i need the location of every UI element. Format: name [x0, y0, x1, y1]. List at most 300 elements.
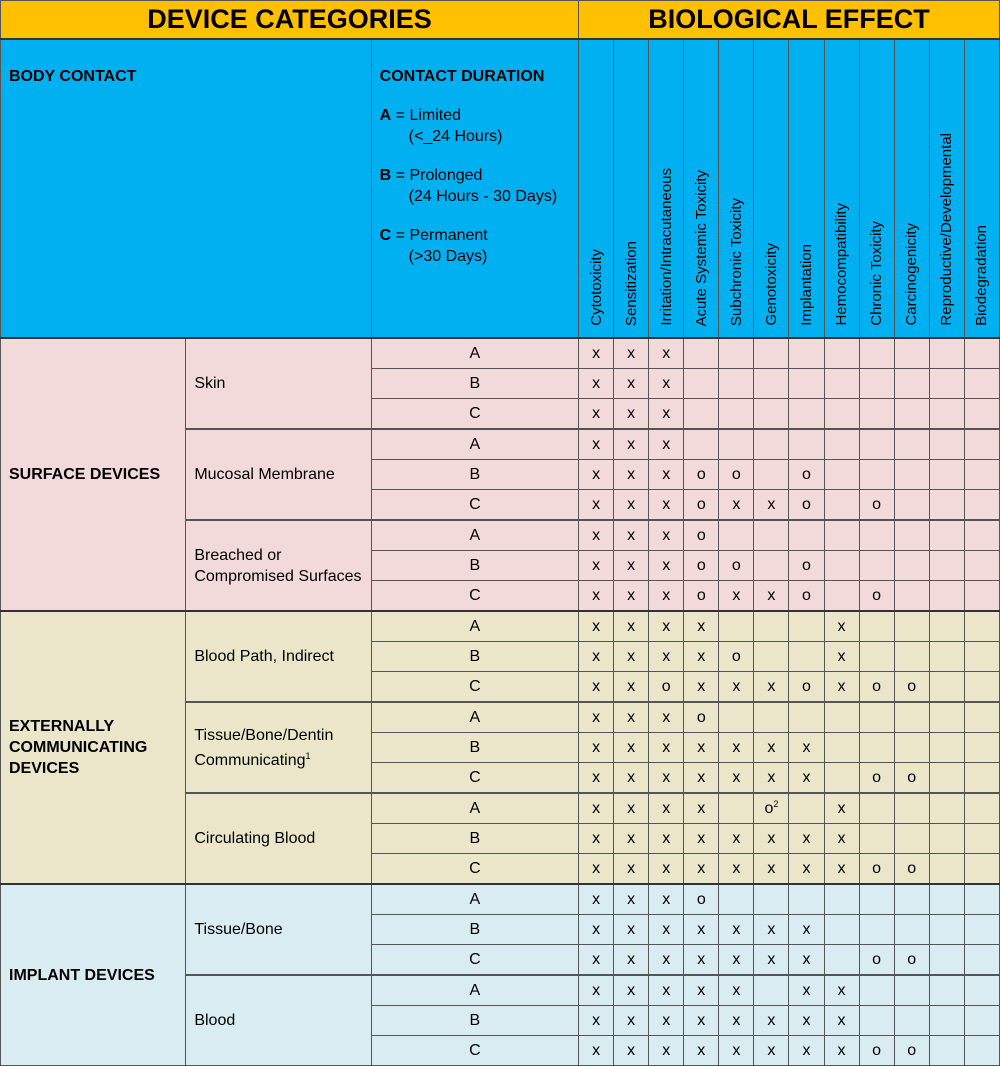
- effect-label: Genotoxicity: [762, 243, 780, 326]
- effect-cell: [859, 520, 894, 551]
- duration-key: A: [379, 107, 392, 124]
- effect-cell: [894, 702, 929, 733]
- effect-mark: x: [767, 920, 776, 938]
- effect-cell: [964, 1036, 999, 1066]
- effect-cell: [929, 611, 964, 642]
- duration-cell: C: [371, 763, 578, 794]
- duration-cell: A: [371, 975, 578, 1006]
- effect-mark: x: [697, 981, 706, 999]
- effect-cell: [824, 369, 859, 399]
- effect-mark: o: [696, 556, 706, 574]
- effect-mark: x: [592, 647, 601, 665]
- effect-cell: [894, 733, 929, 763]
- effect-cell: [859, 642, 894, 672]
- effect-mark: x: [627, 526, 636, 544]
- effect-mark: x: [732, 677, 741, 695]
- effect-cell: [929, 581, 964, 612]
- effect-cell: [894, 854, 929, 885]
- effect-cell: [719, 520, 754, 551]
- effect-mark: x: [732, 586, 741, 604]
- effect-cell: [859, 824, 894, 854]
- effect-mark: x: [627, 829, 636, 847]
- effect-cell: [964, 854, 999, 885]
- effect-mark: x: [802, 768, 811, 786]
- effect-cell: [894, 520, 929, 551]
- duration-cell: A: [371, 338, 578, 369]
- effect-cell: [824, 975, 859, 1006]
- effect-mark: o: [872, 950, 882, 968]
- effect-cell: [614, 793, 649, 824]
- effect-cell: [824, 1036, 859, 1066]
- effect-cell: [964, 975, 999, 1006]
- effect-cell: [614, 975, 649, 1006]
- effect-mark: x: [662, 890, 671, 908]
- effect-cell: [579, 399, 614, 430]
- effect-cell: [894, 551, 929, 581]
- effect-cell: [684, 1006, 719, 1036]
- effect-cell: [614, 520, 649, 551]
- effect-cell: [824, 915, 859, 945]
- effect-label: Sensitization: [622, 240, 640, 326]
- effect-cell: [789, 490, 824, 521]
- effect-cell: [859, 399, 894, 430]
- effect-mark: x: [837, 647, 846, 665]
- effect-mark: x: [627, 374, 636, 392]
- contact-duration-title: CONTACT DURATION: [379, 68, 545, 85]
- duration-a-line: [380, 105, 578, 126]
- effect-mark: x: [662, 1011, 671, 1029]
- effect-cell: [684, 642, 719, 672]
- effect-cell: [684, 793, 719, 824]
- effect-mark: x: [837, 981, 846, 999]
- effect-cell: [789, 763, 824, 794]
- effect-cell: [614, 702, 649, 733]
- effect-cell: [649, 338, 684, 369]
- duration-cell: B: [371, 551, 578, 581]
- effect-cell: [754, 1036, 789, 1066]
- effect-cell: [684, 824, 719, 854]
- effect-mark: x: [697, 920, 706, 938]
- duration-sub: (>30 Days): [408, 248, 488, 265]
- effect-cell: [894, 581, 929, 612]
- contact-duration-legend: [371, 39, 578, 338]
- effect-mark: x: [592, 677, 601, 695]
- effect-cell: [614, 490, 649, 521]
- effect-cell: [719, 672, 754, 703]
- effect-cell: [754, 915, 789, 945]
- effect-cell: [614, 581, 649, 612]
- contact-type-text: Mucosal Membrane: [194, 466, 335, 483]
- effect-cell: [649, 551, 684, 581]
- effect-cell: [684, 460, 719, 490]
- effect-cell: [894, 338, 929, 369]
- effect-cell: [719, 1036, 754, 1066]
- effect-cell: [719, 702, 754, 733]
- effect-mark: x: [732, 768, 741, 786]
- effect-cell: [719, 551, 754, 581]
- effect-cell: [649, 490, 684, 521]
- effect-cell: [579, 702, 614, 733]
- effect-mark: x: [662, 708, 671, 726]
- effect-cell: [894, 460, 929, 490]
- contact-type-label: [186, 884, 371, 975]
- effect-cell: [929, 551, 964, 581]
- effect-cell: [719, 945, 754, 976]
- effect-mark: o: [872, 859, 882, 877]
- effect-cell: [964, 945, 999, 976]
- effect-cell: [789, 884, 824, 915]
- effect-mark: x: [697, 677, 706, 695]
- effect-mark: x: [697, 647, 706, 665]
- effect-mark: x: [802, 981, 811, 999]
- effect-label: Irritation/Intracutaneous: [657, 168, 675, 326]
- effect-mark: x: [662, 374, 671, 392]
- effect-cell: [754, 824, 789, 854]
- contact-type-label: [186, 520, 371, 611]
- effect-mark: x: [767, 768, 776, 786]
- effect-cell: [649, 733, 684, 763]
- contact-type-text: Tissue/Bone/Dentin Communicating: [194, 726, 334, 769]
- effect-mark: o: [907, 677, 917, 695]
- effect-cell: [649, 915, 684, 945]
- effect-mark: x: [662, 344, 671, 362]
- effect-mark: x: [837, 617, 846, 635]
- effect-cell: [649, 884, 684, 915]
- contact-type-label: [186, 338, 371, 429]
- effect-mark: x: [837, 859, 846, 877]
- duration-label: = Permanent: [395, 227, 488, 244]
- table-row: [1, 338, 1000, 369]
- effect-mark: o: [907, 768, 917, 786]
- effect-mark: x: [697, 799, 706, 817]
- effect-mark: o: [907, 1041, 917, 1059]
- effect-cell: [754, 611, 789, 642]
- effect-cell: [579, 551, 614, 581]
- effect-header: [789, 39, 824, 338]
- effect-mark: x: [592, 920, 601, 938]
- effect-header: [824, 39, 859, 338]
- effect-cell: [684, 915, 719, 945]
- effect-mark: x: [767, 829, 776, 847]
- effect-cell: [789, 338, 824, 369]
- effect-mark: x: [627, 950, 636, 968]
- effect-cell: [719, 338, 754, 369]
- effect-cell: [649, 399, 684, 430]
- effect-cell: [579, 460, 614, 490]
- effect-cell: [579, 429, 614, 460]
- effect-mark: x: [732, 1011, 741, 1029]
- effect-cell: [894, 793, 929, 824]
- effect-cell: [614, 1036, 649, 1066]
- effect-mark: x: [662, 586, 671, 604]
- effect-mark: o: [661, 677, 671, 695]
- effect-cell: [789, 945, 824, 976]
- effect-cell: [649, 763, 684, 794]
- effect-mark: x: [627, 1041, 636, 1059]
- effect-cell: [789, 551, 824, 581]
- effect-cell: [719, 975, 754, 1006]
- effect-cell: [929, 945, 964, 976]
- effect-cell: [789, 793, 824, 824]
- effect-header: [649, 39, 684, 338]
- effect-mark: x: [767, 1041, 776, 1059]
- effect-cell: [684, 551, 719, 581]
- duration-cell: C: [371, 581, 578, 612]
- effect-cell: [719, 369, 754, 399]
- effect-cell: [754, 338, 789, 369]
- effect-cell: [754, 399, 789, 430]
- effect-cell: [964, 915, 999, 945]
- effect-cell: [824, 1006, 859, 1036]
- device-categories-header: DEVICE CATEGORIES: [1, 1, 579, 40]
- effect-mark: x: [592, 708, 601, 726]
- duration-key: C: [379, 227, 392, 244]
- effect-cell: [789, 520, 824, 551]
- effect-cell: [719, 854, 754, 885]
- effect-mark: x: [627, 556, 636, 574]
- effect-mark: x: [732, 495, 741, 513]
- effect-mark: x: [802, 738, 811, 756]
- effect-label: Hemocompatibility: [833, 203, 851, 326]
- effect-cell: [859, 793, 894, 824]
- effect-cell: [754, 551, 789, 581]
- duration-cell: A: [371, 520, 578, 551]
- effect-header: [964, 39, 999, 338]
- duration-key: B: [379, 167, 392, 184]
- device-group-label: SURFACE DEVICES: [1, 338, 186, 611]
- effect-label: Chronic Toxicity: [868, 221, 886, 326]
- effect-mark: x: [592, 556, 601, 574]
- effect-cell: [649, 1006, 684, 1036]
- effect-mark: x: [767, 738, 776, 756]
- effect-cell: [719, 611, 754, 642]
- effect-header: [929, 39, 964, 338]
- effect-cell: [649, 642, 684, 672]
- contact-type-label: [186, 611, 371, 702]
- effect-mark: x: [697, 859, 706, 877]
- effect-cell: [964, 884, 999, 915]
- effect-mark: x: [662, 1041, 671, 1059]
- effect-mark: x: [767, 1011, 776, 1029]
- effect-mark: x: [662, 981, 671, 999]
- effect-cell: [649, 945, 684, 976]
- duration-cell: C: [371, 945, 578, 976]
- effect-cell: [789, 369, 824, 399]
- effect-mark: x: [627, 738, 636, 756]
- contact-type-text: Blood Path, Indirect: [194, 648, 334, 665]
- effect-mark: x: [837, 1011, 846, 1029]
- effect-cell: [684, 763, 719, 794]
- effect-mark: x: [697, 1041, 706, 1059]
- duration-cell: A: [371, 702, 578, 733]
- effect-mark: x: [592, 617, 601, 635]
- effect-cell: [649, 975, 684, 1006]
- effect-mark: x: [732, 981, 741, 999]
- effect-cell: [614, 338, 649, 369]
- effect-cell: [894, 611, 929, 642]
- effect-mark: o: [802, 495, 811, 513]
- effect-cell: [719, 429, 754, 460]
- effect-cell: [964, 520, 999, 551]
- effect-mark: x: [627, 768, 636, 786]
- effect-cell: [824, 672, 859, 703]
- effect-mark: x: [627, 404, 636, 422]
- effect-cell: [929, 884, 964, 915]
- effect-mark: x: [662, 799, 671, 817]
- effect-mark: x: [592, 404, 601, 422]
- effect-label: Reproductive/Developmental: [938, 133, 956, 326]
- effect-cell: [929, 733, 964, 763]
- effect-mark: x: [627, 465, 636, 483]
- effect-cell: [964, 672, 999, 703]
- effect-mark: x: [802, 1011, 811, 1029]
- effect-mark: x: [592, 799, 601, 817]
- effect-cell: [719, 793, 754, 824]
- effect-cell: [684, 854, 719, 885]
- effect-cell: [929, 1036, 964, 1066]
- duration-label: = Limited: [395, 107, 462, 124]
- effect-cell: [824, 793, 859, 824]
- effect-cell: [894, 975, 929, 1006]
- effect-cell: [894, 915, 929, 945]
- effect-cell: [649, 581, 684, 612]
- effect-mark: x: [802, 920, 811, 938]
- duration-label: = Prolonged: [395, 167, 483, 184]
- effect-cell: [579, 793, 614, 824]
- duration-cell: B: [371, 642, 578, 672]
- effect-mark: o: [802, 677, 811, 695]
- effect-cell: [859, 945, 894, 976]
- effect-cell: [579, 733, 614, 763]
- effect-cell: [649, 520, 684, 551]
- effect-mark: x: [627, 495, 636, 513]
- effect-cell: [929, 460, 964, 490]
- effect-cell: [579, 611, 614, 642]
- effect-mark: x: [592, 981, 601, 999]
- effect-cell: [649, 429, 684, 460]
- duration-cell: C: [371, 854, 578, 885]
- effect-cell: [929, 520, 964, 551]
- effect-cell: [859, 1006, 894, 1036]
- effect-mark: x: [592, 465, 601, 483]
- effect-mark: x: [627, 920, 636, 938]
- effect-cell: [894, 672, 929, 703]
- effect-cell: [754, 945, 789, 976]
- effect-cell: [614, 369, 649, 399]
- effect-cell: [719, 490, 754, 521]
- effect-cell: [859, 763, 894, 794]
- effect-mark: x: [662, 556, 671, 574]
- effect-cell: [754, 581, 789, 612]
- effect-mark: x: [627, 435, 636, 453]
- effect-cell: [824, 429, 859, 460]
- effect-cell: [824, 854, 859, 885]
- effect-mark: o: [872, 1041, 882, 1059]
- effect-cell: [859, 429, 894, 460]
- effect-cell: [579, 975, 614, 1006]
- effect-cell: [789, 854, 824, 885]
- effect-cell: [789, 824, 824, 854]
- effect-mark: x: [592, 738, 601, 756]
- effect-mark: o: [696, 526, 706, 544]
- effect-mark: o: [696, 890, 706, 908]
- effect-cell: [754, 854, 789, 885]
- effect-mark: x: [592, 586, 601, 604]
- effect-cell: [859, 338, 894, 369]
- device-group-label: EXTERNALLY COMMUNICATING DEVICES: [1, 611, 186, 884]
- effect-cell: [649, 460, 684, 490]
- duration-cell: B: [371, 369, 578, 399]
- effect-cell: [684, 338, 719, 369]
- effect-cell: [649, 702, 684, 733]
- effect-mark: x: [732, 1041, 741, 1059]
- effect-mark: x: [662, 829, 671, 847]
- duration-cell: B: [371, 824, 578, 854]
- effect-cell: [719, 399, 754, 430]
- effect-cell: [614, 611, 649, 642]
- footnote-marker: 2: [773, 799, 779, 809]
- effect-cell: [789, 672, 824, 703]
- effect-mark: x: [662, 859, 671, 877]
- effect-mark: x: [767, 859, 776, 877]
- effect-cell: [649, 854, 684, 885]
- effect-cell: [719, 1006, 754, 1036]
- effect-cell: [579, 520, 614, 551]
- effect-mark: x: [592, 829, 601, 847]
- effect-cell: [754, 975, 789, 1006]
- effect-header: [614, 39, 649, 338]
- effect-mark: x: [592, 344, 601, 362]
- effect-cell: [894, 1006, 929, 1036]
- effect-cell: [824, 611, 859, 642]
- effect-cell: [859, 733, 894, 763]
- effect-mark: x: [592, 890, 601, 908]
- effect-cell: [964, 733, 999, 763]
- effect-cell: [614, 1006, 649, 1036]
- effect-cell: [824, 824, 859, 854]
- effect-header: [859, 39, 894, 338]
- effect-cell: [719, 915, 754, 945]
- duration-cell: B: [371, 915, 578, 945]
- effect-mark: x: [837, 1041, 846, 1059]
- effect-mark: o: [907, 859, 917, 877]
- effect-mark: x: [662, 404, 671, 422]
- effect-mark: x: [837, 799, 846, 817]
- effect-cell: [824, 551, 859, 581]
- effect-cell: [719, 581, 754, 612]
- duration-b-line: [380, 165, 578, 186]
- effect-cell: [824, 490, 859, 521]
- effect-cell: [614, 642, 649, 672]
- effect-mark: o: [802, 586, 811, 604]
- effect-cell: [754, 490, 789, 521]
- effect-cell: [929, 763, 964, 794]
- duration-cell: B: [371, 460, 578, 490]
- effect-cell: [824, 884, 859, 915]
- effect-mark: x: [592, 1011, 601, 1029]
- effect-cell: [964, 490, 999, 521]
- effect-cell: [859, 854, 894, 885]
- effect-cell: [684, 429, 719, 460]
- effect-cell: [649, 824, 684, 854]
- contact-type-text: Circulating Blood: [194, 830, 316, 847]
- effect-header: [684, 39, 719, 338]
- effect-label: Cytotoxicity: [587, 249, 605, 326]
- effect-cell: [684, 369, 719, 399]
- effect-cell: [964, 429, 999, 460]
- duration-cell: A: [371, 429, 578, 460]
- effect-cell: [789, 581, 824, 612]
